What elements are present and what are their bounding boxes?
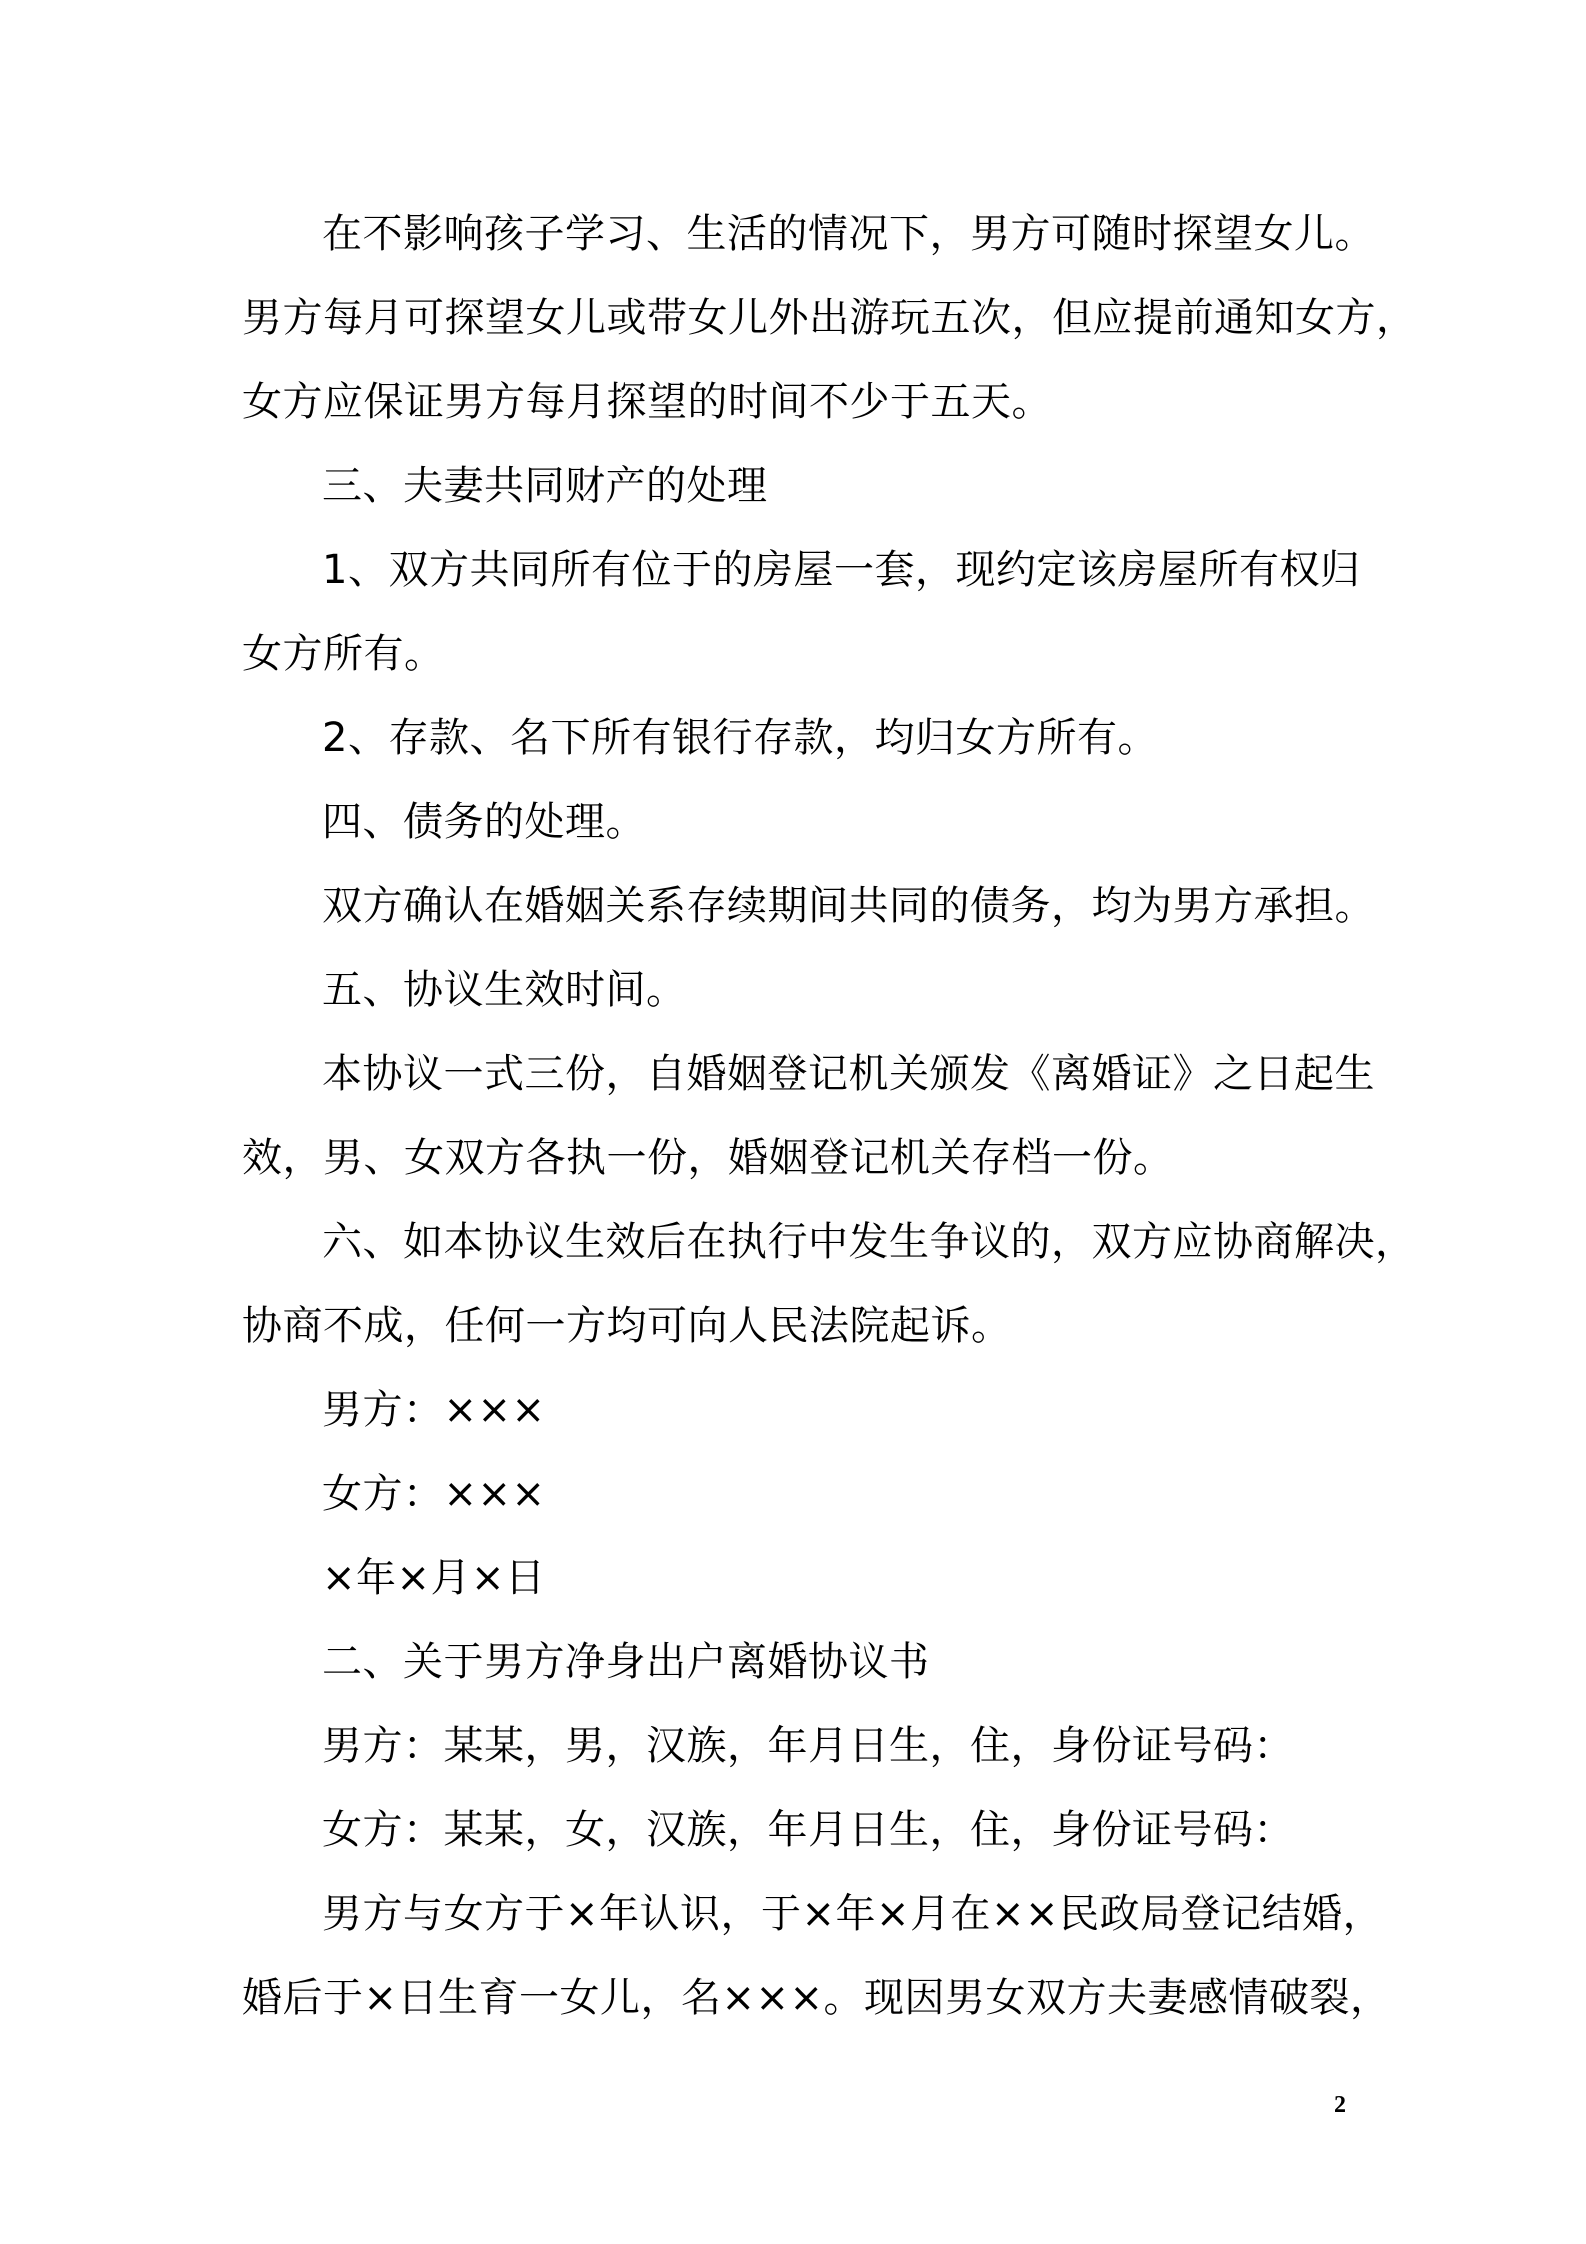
signature-date: ×年×月×日	[322, 1555, 546, 1601]
signature-female: 女方：×××	[322, 1471, 546, 1517]
paragraph-line: 协商不成，任何一方均可向人民法院起诉。	[242, 1303, 1012, 1349]
paragraph-line: 效，男、女双方各执一份，婚姻登记机关存档一份。	[242, 1135, 1174, 1181]
paragraph-line: 1、双方共同所有位于的房屋一套，现约定该房屋所有权归	[322, 547, 1361, 593]
paragraph-line: 双方确认在婚姻关系存续期间共同的债务，均为男方承担。	[322, 883, 1375, 929]
party-female-info: 女方：某某，女，汉族，年月日生，住，身份证号码：	[322, 1807, 1294, 1853]
section-heading: 二、关于男方净身出户离婚协议书	[322, 1639, 930, 1685]
section-heading: 四、债务的处理。	[322, 799, 646, 845]
paragraph-line: 2、存款、名下所有银行存款，均归女方所有。	[322, 715, 1158, 761]
section-heading: 六、如本协议生效后在执行中发生争议的，双方应协商解决，	[322, 1219, 1416, 1265]
document-body	[242, 192, 1417, 2040]
paragraph-line: 在不影响孩子学习、生活的情况下，男方可随时探望女儿。	[322, 211, 1375, 257]
paragraph-line: 本协议一式三份，自婚姻登记机关颁发《离婚证》之日起生	[322, 1051, 1375, 1097]
paragraph-line: 婚后于×日生育一女儿，名×××。现因男女双方夫妻感情破裂，	[242, 1975, 1391, 2021]
paragraph-line: 女方应保证男方每月探望的时间不少于五天。	[242, 379, 1052, 425]
page-number: 2	[1334, 2092, 1346, 2118]
section-heading: 五、协议生效时间。	[322, 967, 687, 1013]
party-male-info: 男方：某某，男，汉族，年月日生，住，身份证号码：	[322, 1723, 1294, 1769]
signature-male: 男方：×××	[322, 1387, 546, 1433]
paragraph-line: 男方与女方于×年认识，于×年×月在××民政局登记结婚，	[322, 1891, 1384, 1937]
paragraph-line: 男方每月可探望女儿或带女儿外出游玩五次，但应提前通知女方，	[242, 295, 1417, 341]
section-heading: 三、夫妻共同财产的处理	[322, 463, 768, 509]
paragraph-line: 女方所有。	[242, 631, 445, 677]
